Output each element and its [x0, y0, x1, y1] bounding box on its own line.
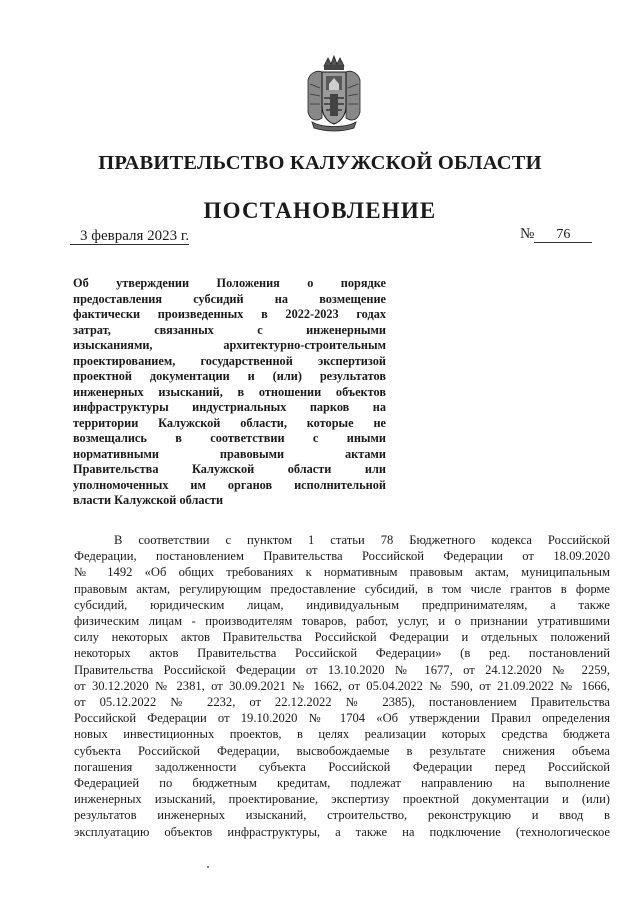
body-line: субсидий, юридическим лицам, индивидуальным предпринимателям, а также	[74, 597, 610, 612]
body-line: эксплуатацию объектов инфраструктуры, а также на подключение (технологическое	[74, 824, 610, 839]
document-subject	[73, 276, 386, 509]
number-value: 76	[534, 228, 592, 243]
body-line: Федерацией по бюджетным кредитам, подлежат направлению на выполнение	[74, 776, 610, 791]
body-line: силу некоторых актов Правительства Российской Федерации и отдельных положений	[74, 630, 610, 645]
subject-line: Правительства Калужской области или	[73, 462, 386, 476]
subject-line: предоставления субсидий на возмещение	[73, 291, 386, 306]
body-line: Федерации, постановлением Правительства Российской Федерации от 18.09.2020	[74, 549, 610, 564]
subject-line: фактически произведенных в 2022-2023 годах	[73, 307, 386, 321]
subject-line: уполномоченных им органов исполнительной	[73, 477, 386, 492]
subject-line: затрат, связанных с инженерными	[73, 322, 386, 337]
body-line: субъекта Российской Федерации, высвобождаемые в результате снижения объема	[74, 743, 610, 758]
body-line: погашения задолженности субъекта Российской Федерации перед Российской	[74, 759, 610, 774]
body-line: некоторых актов Правительства Российской Федерации» (в ред. постановлений	[74, 646, 610, 661]
body-line: правовым актам, регулирующим предоставление субсидий, в том числе грантов в форме	[74, 581, 610, 596]
date-value: 3 февраля 2023 г.	[70, 229, 189, 245]
subject-line: проектированием, государственной экспертизой	[73, 353, 386, 368]
document-body	[74, 532, 610, 840]
body-line: от 30.12.2020 № 2381, от 30.09.2021 № 1662, от 05.04.2022 № 590, от 21.09.2022 № 1666,	[74, 678, 610, 693]
body-line: Правительства Российской Федерации от 13.10.2020 № 1677, от 24.12.2020 № 2259,	[74, 662, 610, 677]
subject-line: возмещались в соответствии с иными	[73, 431, 386, 445]
coat-of-arms-icon	[302, 54, 366, 134]
subject-line: изысканиями, архитектурно-строительным	[73, 338, 386, 352]
body-line: Российской Федерации от 19.10.2020 № 1704 «Об утверждении Правил определения	[74, 711, 610, 726]
subject-line: Об утверждении Положения о порядке	[73, 276, 386, 290]
government-title: ПРАВИТЕЛЬСТВО КАЛУЖСКОЙ ОБЛАСТИ	[98, 152, 542, 174]
body-line: результатов инженерных изысканий, строительство, реконструкцию и ввод в	[74, 808, 610, 823]
subject-line: нормативными правовыми актами	[73, 446, 386, 461]
subject-line: инженерных изысканий, в отношении объектов	[73, 384, 386, 399]
subject-line: территории Калужской области, которые не	[73, 415, 386, 430]
body-line: В соответствии с пунктом 1 статьи 78 Бюджетного кодекса Российской	[114, 533, 610, 547]
subject-line: власти Калужской области	[73, 493, 224, 507]
number-label: №	[520, 226, 535, 242]
body-line: физическим лицам - производителям товаров, работ, услуг, и о признании утратившими	[74, 614, 610, 629]
subject-line: инфраструктуры индустриальных парков на	[73, 400, 386, 414]
body-line: № 1492 «Об общих требованиях к нормативным правовым актам, муниципальным	[74, 565, 610, 580]
document-type-title: ПОСТАНОВЛЕНИЕ	[203, 198, 437, 223]
subject-line: проектной документации и (или) результатов	[73, 369, 386, 383]
document-date	[70, 228, 189, 245]
document-number	[520, 226, 592, 243]
scan-artifact-dot	[207, 866, 209, 868]
body-line: от 05.12.2022 № 2232, от 22.12.2022 № 2385), постановлением Правительства	[74, 695, 610, 710]
body-line: новых инвестиционных проектов, в целях реализации которых средства бюджета	[74, 727, 610, 742]
body-line: инженерных изысканий, проектирование, экспертизу проектной документации и (или)	[74, 792, 610, 807]
